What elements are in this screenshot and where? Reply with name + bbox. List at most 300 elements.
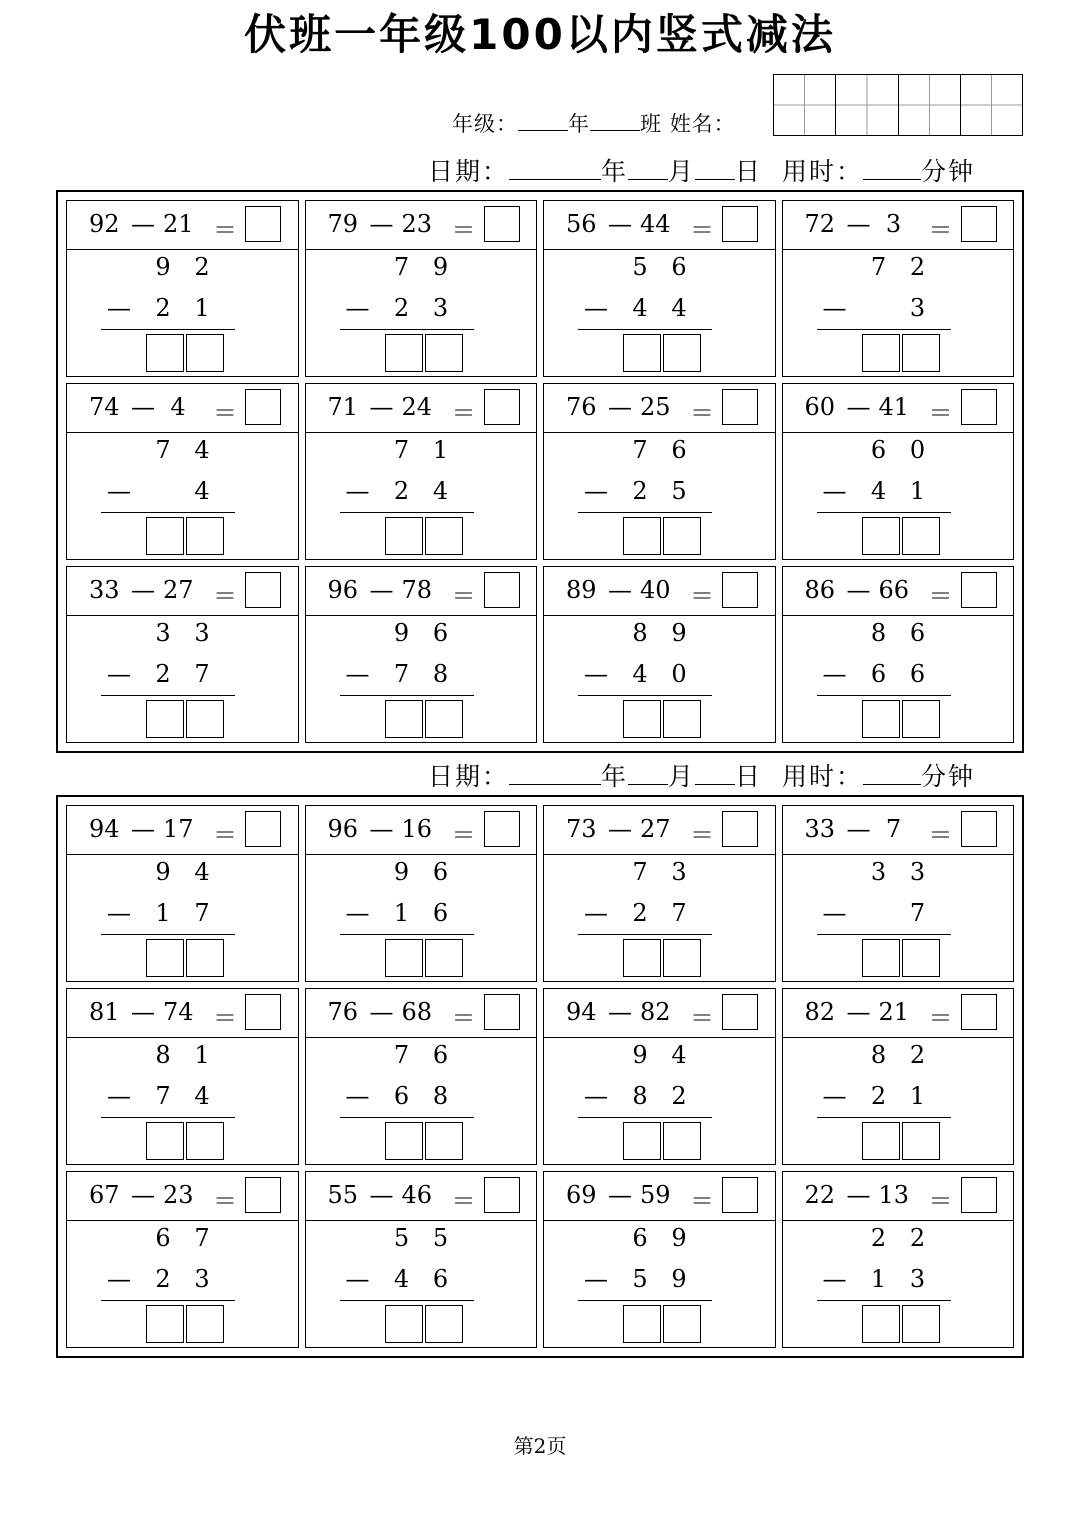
equals-sign: ＝ xyxy=(690,1004,714,1032)
page-title: 伏班一年级100以内竖式减法 xyxy=(244,10,836,59)
answer-ones-box[interactable] xyxy=(186,700,224,738)
minuend-ones-digit: 6 xyxy=(671,436,687,464)
problem-card xyxy=(66,1171,299,1348)
minus-sign: — xyxy=(107,1082,131,1110)
answer-ones-box[interactable] xyxy=(425,700,463,738)
result-line xyxy=(578,1117,712,1118)
minuend-tens-digit: 7 xyxy=(155,436,171,464)
equals-sign: ＝ xyxy=(451,1004,476,1032)
minus-sign: — xyxy=(131,393,155,421)
problem-card xyxy=(305,200,538,377)
answer-tens-box[interactable] xyxy=(623,1305,661,1343)
answer-ones-box[interactable] xyxy=(902,334,940,372)
answer-ones-box[interactable] xyxy=(186,1122,224,1160)
vertical-subtraction xyxy=(783,854,1014,981)
minus-sign: — xyxy=(608,210,632,238)
name-cell[interactable] xyxy=(774,75,836,135)
minuend-ones-digit: 3 xyxy=(194,619,210,647)
minus-sign: — xyxy=(846,576,871,604)
horizontal-equation xyxy=(783,384,1014,433)
subtrahend: 40 xyxy=(640,576,671,604)
minus-sign: — xyxy=(846,998,871,1026)
subtrahend: 27 xyxy=(163,576,194,604)
answer-box[interactable] xyxy=(722,994,758,1030)
subtrahend-ones-digit: 8 xyxy=(432,1082,449,1110)
answer-ones-box[interactable] xyxy=(186,334,224,372)
answer-ones-box[interactable] xyxy=(186,1305,224,1343)
subtrahend-ones-digit: 8 xyxy=(432,660,449,688)
vertical-subtraction xyxy=(67,1220,298,1347)
minuend: 22 xyxy=(804,1181,836,1209)
subtrahend-ones-digit: 3 xyxy=(909,294,926,322)
answer-tens-box[interactable] xyxy=(623,334,661,372)
equals-sign: ＝ xyxy=(928,216,953,244)
minus-sign: — xyxy=(608,815,632,843)
answer-tens-box[interactable] xyxy=(623,939,661,977)
vertical-answer-boxes xyxy=(623,517,701,555)
subtrahend-tens-digit: 6 xyxy=(393,1082,410,1110)
subtrahend-tens-digit: 2 xyxy=(155,1265,171,1293)
minus-sign: — xyxy=(107,899,131,927)
minuend-tens-digit: 8 xyxy=(870,1041,887,1069)
date-label: 日期： xyxy=(428,157,510,186)
grade-blank[interactable] xyxy=(518,112,568,131)
page-number: 第2页 xyxy=(513,1434,567,1458)
vertical-answer-boxes xyxy=(623,1122,701,1160)
minuend: 60 xyxy=(804,393,836,421)
horizontal-equation xyxy=(306,201,537,250)
minuend-ones-digit: 6 xyxy=(432,1041,449,1069)
minus-sign: — xyxy=(846,815,871,843)
minuend-tens-digit: 9 xyxy=(393,619,410,647)
minutes-label: 分钟 xyxy=(920,157,975,186)
result-line xyxy=(101,512,235,513)
answer-ones-box[interactable] xyxy=(902,939,940,977)
minuend: 94 xyxy=(566,998,597,1026)
vertical-subtraction xyxy=(67,854,298,981)
subtrahend: 16 xyxy=(401,815,433,843)
answer-box[interactable] xyxy=(245,811,281,847)
answer-box[interactable] xyxy=(484,389,520,425)
answer-tens-box[interactable] xyxy=(146,700,184,738)
answer-ones-box[interactable] xyxy=(425,334,463,372)
horizontal-equation xyxy=(783,1172,1014,1221)
subtrahend-tens-digit: 1 xyxy=(870,1265,887,1293)
vertical-subtraction xyxy=(544,249,775,376)
vertical-answer-boxes xyxy=(862,334,940,372)
answer-box[interactable] xyxy=(245,389,281,425)
result-line xyxy=(817,512,951,513)
minuend-tens-digit: 6 xyxy=(155,1224,171,1252)
minuend: 76 xyxy=(566,393,597,421)
minuend-tens-digit: 7 xyxy=(632,858,648,886)
name-cell[interactable] xyxy=(899,75,961,135)
minuend-ones-digit: 9 xyxy=(671,619,687,647)
answer-ones-box[interactable] xyxy=(425,1122,463,1160)
problem-card xyxy=(782,566,1015,743)
equals-sign: ＝ xyxy=(928,1187,953,1215)
answer-tens-box[interactable] xyxy=(385,939,423,977)
answer-ones-box[interactable] xyxy=(425,939,463,977)
answer-ones-box[interactable] xyxy=(663,334,701,372)
vertical-answer-boxes xyxy=(146,700,224,738)
result-line xyxy=(340,1300,474,1301)
minus-sign: — xyxy=(131,210,155,238)
minuend-tens-digit: 8 xyxy=(155,1041,171,1069)
minuend: 71 xyxy=(327,393,359,421)
vertical-subtraction xyxy=(544,1220,775,1347)
minuend-ones-digit: 3 xyxy=(909,858,926,886)
minus-sign: — xyxy=(345,1265,370,1293)
equals-sign: ＝ xyxy=(451,216,476,244)
subtrahend-ones-digit: 3 xyxy=(909,1265,926,1293)
minus-sign: — xyxy=(345,477,370,505)
horizontal-equation xyxy=(544,384,775,433)
minuend-tens-digit: 9 xyxy=(632,1041,648,1069)
problem-card xyxy=(782,988,1015,1165)
minus-sign: — xyxy=(608,998,632,1026)
horizontal-equation xyxy=(306,567,537,616)
minus-sign: — xyxy=(107,660,131,688)
horizontal-equation xyxy=(544,806,775,855)
subtrahend: 23 xyxy=(163,1181,194,1209)
minuend: 55 xyxy=(327,1181,359,1209)
minuend-ones-digit: 2 xyxy=(909,1224,926,1252)
subtrahend-tens-digit: 2 xyxy=(632,477,648,505)
answer-ones-box[interactable] xyxy=(902,1305,940,1343)
answer-tens-box[interactable] xyxy=(862,517,900,555)
minuend: 81 xyxy=(89,998,120,1026)
problem-card xyxy=(543,566,776,743)
minuend-ones-digit: 6 xyxy=(909,619,926,647)
subtrahend: 4 xyxy=(170,393,186,421)
answer-tens-box[interactable] xyxy=(146,517,184,555)
answer-box[interactable] xyxy=(484,994,520,1030)
result-line xyxy=(340,512,474,513)
minuend-ones-digit: 2 xyxy=(909,1041,926,1069)
minus-sign: — xyxy=(608,1181,632,1209)
minus-sign: — xyxy=(608,393,632,421)
vertical-answer-boxes xyxy=(623,700,701,738)
vertical-subtraction xyxy=(306,854,537,981)
equals-sign: ＝ xyxy=(213,582,237,610)
answer-tens-box[interactable] xyxy=(385,700,423,738)
vertical-answer-boxes xyxy=(385,334,463,372)
problem-card xyxy=(543,200,776,377)
result-line xyxy=(101,934,235,935)
minuend: 86 xyxy=(804,576,836,604)
minus-sign: — xyxy=(584,294,608,322)
minuend-tens-digit: 3 xyxy=(155,619,171,647)
subtrahend: 78 xyxy=(401,576,433,604)
minuend-tens-digit: 9 xyxy=(393,858,410,886)
subtrahend-ones-digit: 5 xyxy=(671,477,687,505)
answer-box[interactable] xyxy=(722,572,758,608)
minuend: 96 xyxy=(327,815,359,843)
subtrahend-tens-digit: 2 xyxy=(393,294,410,322)
subtrahend-ones-digit: 0 xyxy=(671,660,687,688)
time-blank[interactable] xyxy=(863,762,921,785)
result-line xyxy=(578,695,712,696)
answer-tens-box[interactable] xyxy=(385,1305,423,1343)
equals-sign: ＝ xyxy=(928,399,953,427)
answer-box[interactable] xyxy=(484,572,520,608)
subtrahend-tens-digit: 2 xyxy=(393,477,410,505)
answer-ones-box[interactable] xyxy=(186,517,224,555)
result-line xyxy=(578,329,712,330)
month-blank[interactable] xyxy=(628,762,668,785)
vertical-subtraction xyxy=(306,1037,537,1164)
year-blank[interactable] xyxy=(509,762,601,785)
answer-box[interactable] xyxy=(245,572,281,608)
answer-box[interactable] xyxy=(245,206,281,242)
equals-sign: ＝ xyxy=(690,582,714,610)
vertical-subtraction xyxy=(306,1220,537,1347)
answer-ones-box[interactable] xyxy=(425,517,463,555)
problem-card xyxy=(305,988,538,1165)
answer-box[interactable] xyxy=(484,811,520,847)
minuend-tens-digit: 7 xyxy=(632,436,648,464)
horizontal-equation xyxy=(67,201,298,250)
answer-box[interactable] xyxy=(961,1177,997,1213)
answer-tens-box[interactable] xyxy=(385,334,423,372)
minuend-tens-digit: 7 xyxy=(870,253,887,281)
minuend-tens-digit: 6 xyxy=(870,436,887,464)
answer-box[interactable] xyxy=(722,1177,758,1213)
answer-box[interactable] xyxy=(245,1177,281,1213)
subtrahend-ones-digit: 4 xyxy=(671,294,687,322)
subtrahend-tens-digit: 4 xyxy=(393,1265,410,1293)
answer-tens-box[interactable] xyxy=(623,1122,661,1160)
problem-card xyxy=(66,566,299,743)
vertical-answer-boxes xyxy=(862,517,940,555)
answer-ones-box[interactable] xyxy=(425,1305,463,1343)
name-cell[interactable] xyxy=(836,75,898,135)
minus-sign: — xyxy=(608,576,632,604)
subtrahend: 25 xyxy=(640,393,671,421)
problem-card xyxy=(782,200,1015,377)
minuend-ones-digit: 1 xyxy=(194,1041,210,1069)
subtrahend: 44 xyxy=(640,210,671,238)
vertical-subtraction xyxy=(544,432,775,559)
answer-box[interactable] xyxy=(961,572,997,608)
date-label: 日期： xyxy=(428,762,510,791)
answer-tens-box[interactable] xyxy=(146,1305,184,1343)
answer-box[interactable] xyxy=(722,206,758,242)
answer-tens-box[interactable] xyxy=(862,1305,900,1343)
minus-sign: — xyxy=(846,393,871,421)
vertical-subtraction xyxy=(783,432,1014,559)
class-blank[interactable] xyxy=(590,112,640,131)
minus-sign: — xyxy=(584,1265,608,1293)
subtrahend-tens-digit: 7 xyxy=(155,1082,171,1110)
day-char: 日 xyxy=(735,762,763,791)
minuend-ones-digit: 3 xyxy=(671,858,687,886)
subtrahend: 66 xyxy=(878,576,910,604)
answer-tens-box[interactable] xyxy=(146,1122,184,1160)
minuend-tens-digit: 3 xyxy=(870,858,887,886)
answer-box[interactable] xyxy=(722,389,758,425)
answer-ones-box[interactable] xyxy=(902,1122,940,1160)
name-writing-grid[interactable] xyxy=(773,74,1023,136)
problem-card xyxy=(543,383,776,560)
subtrahend-ones-digit: 6 xyxy=(432,1265,449,1293)
subtrahend: 21 xyxy=(163,210,194,238)
vertical-subtraction xyxy=(544,854,775,981)
answer-box[interactable] xyxy=(722,811,758,847)
answer-box[interactable] xyxy=(961,994,997,1030)
vertical-answer-boxes xyxy=(623,939,701,977)
result-line xyxy=(340,1117,474,1118)
vertical-answer-boxes xyxy=(623,1305,701,1343)
subtrahend-ones-digit: 7 xyxy=(194,899,210,927)
answer-tens-box[interactable] xyxy=(385,1122,423,1160)
answer-ones-box[interactable] xyxy=(902,700,940,738)
equals-sign: ＝ xyxy=(451,582,476,610)
equals-sign: ＝ xyxy=(213,821,237,849)
minuend-ones-digit: 6 xyxy=(432,858,449,886)
minus-sign: — xyxy=(822,660,847,688)
answer-ones-box[interactable] xyxy=(663,1122,701,1160)
answer-tens-box[interactable] xyxy=(862,334,900,372)
equals-sign: ＝ xyxy=(928,1004,953,1032)
answer-box[interactable] xyxy=(961,811,997,847)
minus-sign: — xyxy=(822,1082,847,1110)
minus-sign: — xyxy=(369,576,394,604)
minuend-tens-digit: 5 xyxy=(632,253,648,281)
minuend-ones-digit: 2 xyxy=(909,253,926,281)
answer-ones-box[interactable] xyxy=(663,1305,701,1343)
horizontal-equation xyxy=(306,989,537,1038)
answer-tens-box[interactable] xyxy=(623,700,661,738)
year-blank[interactable] xyxy=(509,157,601,180)
minuend: 76 xyxy=(327,998,359,1026)
equals-sign: ＝ xyxy=(690,216,714,244)
answer-tens-box[interactable] xyxy=(623,517,661,555)
day-blank[interactable] xyxy=(695,157,735,180)
horizontal-equation xyxy=(306,384,537,433)
day-blank[interactable] xyxy=(695,762,735,785)
vertical-subtraction xyxy=(67,249,298,376)
problem-card xyxy=(305,1171,538,1348)
minuend-tens-digit: 9 xyxy=(155,858,171,886)
subtrahend-tens-digit: 8 xyxy=(632,1082,648,1110)
minuend-ones-digit: 6 xyxy=(432,619,449,647)
subtrahend: 24 xyxy=(401,393,433,421)
subtrahend: 3 xyxy=(885,210,902,238)
result-line xyxy=(101,1300,235,1301)
minuend: 96 xyxy=(327,576,359,604)
minuend-tens-digit: 6 xyxy=(632,1224,648,1252)
horizontal-equation xyxy=(67,567,298,616)
minus-sign: — xyxy=(369,998,394,1026)
answer-box[interactable] xyxy=(245,994,281,1030)
answer-box[interactable] xyxy=(961,206,997,242)
vertical-answer-boxes xyxy=(385,700,463,738)
result-line xyxy=(578,512,712,513)
answer-ones-box[interactable] xyxy=(902,517,940,555)
problem-card xyxy=(66,200,299,377)
answer-ones-box[interactable] xyxy=(186,939,224,977)
vertical-answer-boxes xyxy=(146,517,224,555)
problem-card xyxy=(543,988,776,1165)
subtrahend-tens-digit: 2 xyxy=(632,899,648,927)
minus-sign: — xyxy=(822,899,847,927)
month-blank[interactable] xyxy=(628,157,668,180)
minuend-ones-digit: 0 xyxy=(909,436,926,464)
equals-sign: ＝ xyxy=(213,1187,237,1215)
answer-tens-box[interactable] xyxy=(385,517,423,555)
minus-sign: — xyxy=(131,998,155,1026)
minus-sign: — xyxy=(131,815,155,843)
answer-tens-box[interactable] xyxy=(862,700,900,738)
vertical-answer-boxes xyxy=(862,1122,940,1160)
subtrahend-ones-digit: 9 xyxy=(671,1265,687,1293)
minus-sign: — xyxy=(107,1265,131,1293)
answer-ones-box[interactable] xyxy=(663,700,701,738)
subtrahend-ones-digit: 4 xyxy=(194,477,210,505)
minus-sign: — xyxy=(584,477,608,505)
problem-card xyxy=(543,805,776,982)
answer-tens-box[interactable] xyxy=(146,939,184,977)
answer-ones-box[interactable] xyxy=(663,517,701,555)
grade-label: 年级： xyxy=(452,112,518,136)
subtrahend-ones-digit: 7 xyxy=(194,660,210,688)
vertical-answer-boxes xyxy=(623,334,701,372)
answer-box[interactable] xyxy=(961,389,997,425)
equals-sign: ＝ xyxy=(451,1187,476,1215)
vertical-answer-boxes xyxy=(385,517,463,555)
answer-tens-box[interactable] xyxy=(146,334,184,372)
minuend-ones-digit: 4 xyxy=(194,858,210,886)
minus-sign: — xyxy=(107,477,131,505)
time-blank[interactable] xyxy=(863,157,921,180)
subtrahend-tens-digit: 4 xyxy=(632,294,648,322)
vertical-subtraction xyxy=(783,249,1014,376)
answer-box[interactable] xyxy=(484,1177,520,1213)
minuend-ones-digit: 5 xyxy=(432,1224,449,1252)
subtrahend-tens-digit: 2 xyxy=(870,1082,887,1110)
vertical-subtraction xyxy=(783,1037,1014,1164)
answer-tens-box[interactable] xyxy=(862,939,900,977)
minuend-tens-digit: 7 xyxy=(393,1041,410,1069)
result-line xyxy=(101,1117,235,1118)
answer-box[interactable] xyxy=(484,206,520,242)
minuend-ones-digit: 9 xyxy=(671,1224,687,1252)
equals-sign: ＝ xyxy=(928,582,953,610)
minus-sign: — xyxy=(584,660,608,688)
minuend-ones-digit: 4 xyxy=(194,436,210,464)
minus-sign: — xyxy=(846,210,871,238)
time-label: 用时： xyxy=(781,762,863,791)
answer-tens-box[interactable] xyxy=(862,1122,900,1160)
vertical-subtraction xyxy=(544,615,775,742)
name-cell[interactable] xyxy=(961,75,1022,135)
vertical-subtraction xyxy=(67,432,298,559)
minuend-tens-digit: 8 xyxy=(870,619,887,647)
horizontal-equation xyxy=(783,989,1014,1038)
subtrahend-tens-digit: 2 xyxy=(155,294,171,322)
horizontal-equation xyxy=(544,1172,775,1221)
equals-sign: ＝ xyxy=(213,399,237,427)
result-line xyxy=(817,329,951,330)
answer-ones-box[interactable] xyxy=(663,939,701,977)
subtrahend-tens-digit: 7 xyxy=(393,660,410,688)
minus-sign: — xyxy=(822,477,847,505)
result-line xyxy=(101,329,235,330)
horizontal-equation xyxy=(544,567,775,616)
subtrahend-ones-digit: 1 xyxy=(909,477,926,505)
